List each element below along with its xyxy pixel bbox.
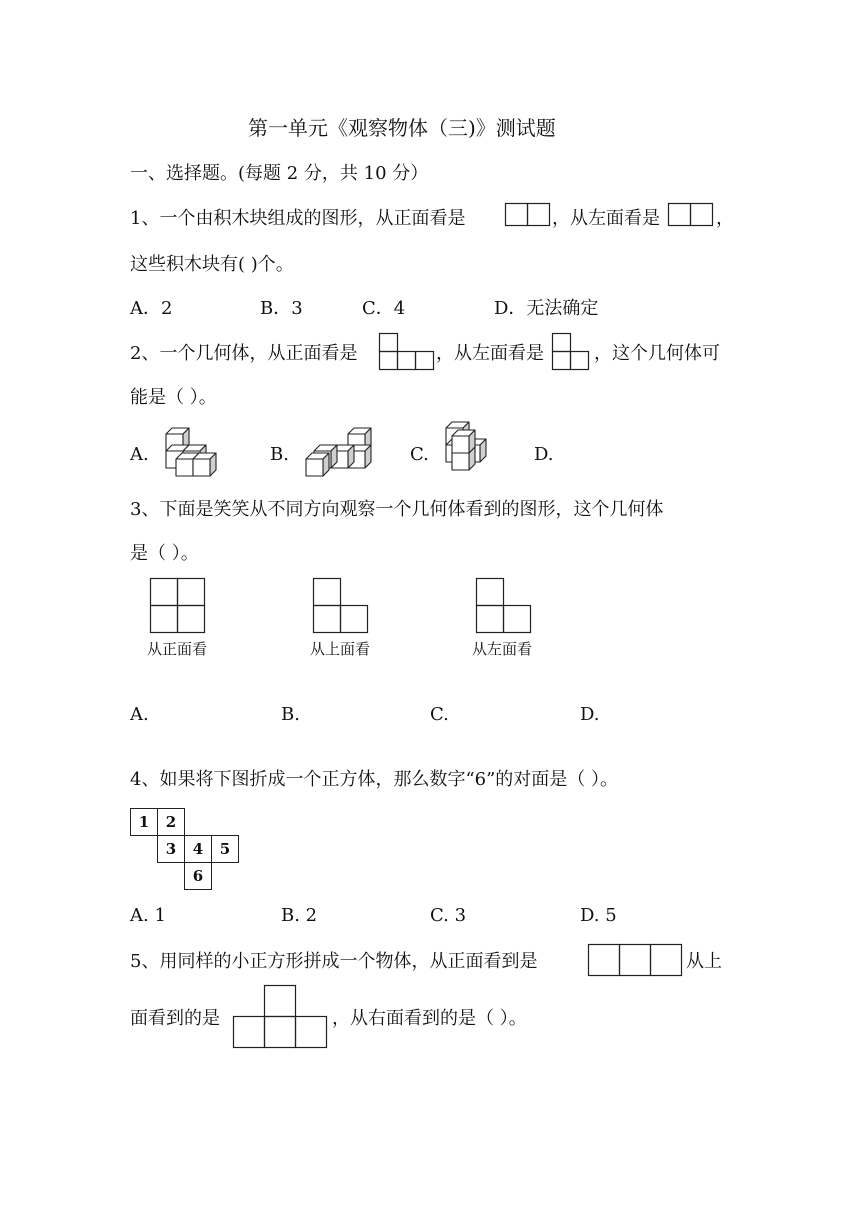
q3-text-line1: 3、下面是笑笑从不同方向观察一个几何体看到的图形，这个几何体 [130,499,664,520]
q2-option-b-cubes-icon[interactable] [300,424,380,482]
q3-option-b-cubes-icon[interactable] [306,674,386,752]
q3-left-view-icon [476,578,534,636]
q3-text-line2: 是（ ）。 [130,543,199,564]
q4-option-a[interactable]: A. 1 [130,905,166,926]
q2-option-c-cubes-icon[interactable] [440,420,490,482]
q1-option-d[interactable]: D．无法确定 [494,298,599,319]
page-title: 第一单元《观察物体（三)》测试题 [248,116,556,140]
q2-option-a-cubes-icon[interactable] [160,424,230,482]
q2-left-view-icon [552,333,592,371]
q3-option-d-cubes-icon[interactable] [606,668,696,752]
q4-option-d[interactable]: D. 5 [580,905,617,926]
net-cell-6: 6 [185,863,212,890]
q2-option-d-label[interactable]: D. [534,444,554,465]
q2-option-a-label[interactable]: A. [130,444,149,465]
q5-text-c: 面看到的是 [130,1008,220,1029]
q3-top-view-icon [313,578,371,636]
q1-front-view-icon [505,203,551,227]
q4-text-line1: 4、如果将下图折成一个正方体，那么数字“6”的对面是（ ）。 [130,769,619,790]
q3-option-d-label[interactable]: D. [580,704,600,725]
net-cell-2: 2 [158,809,185,836]
net-cell-1: 1 [131,809,158,836]
q2-text-line2: 能是（ ）。 [130,387,217,408]
q4-option-c[interactable]: C. 3 [430,905,467,926]
q1-text-b: ，从左面看是 [552,208,660,229]
q2-option-d-cubes-icon[interactable] [562,424,634,482]
net-cell-5: 5 [212,836,239,863]
q1-option-c[interactable]: C．4 [362,298,406,319]
q2-option-b-label[interactable]: B. [270,444,289,465]
q2-text-b: ，从左面看是 [436,343,544,364]
q2-text-c: ，这个几何体可 [594,343,720,364]
section-heading: 一、选择题。(每题 2 分，共 10 分） [130,163,429,184]
q3-caption-top: 从上面看 [310,640,371,658]
q4-cube-net [130,808,239,890]
q2-front-view-icon [379,333,435,371]
q3-caption-left: 从左面看 [472,640,533,658]
q4-option-b[interactable]: B. 2 [281,905,318,926]
q1-text-c: ， [716,208,734,229]
q5-front-view-icon [588,944,685,978]
q5-text-b: 从上 [686,951,722,972]
q5-text-d: ，从右面看到的是（ ）。 [332,1008,527,1029]
q3-option-a-label[interactable]: A. [130,704,149,725]
q2-text-a: 2、一个几何体，从正面看是 [130,343,358,364]
q3-option-a-cubes-icon[interactable] [156,674,236,752]
q3-option-c-label[interactable]: C. [430,704,449,725]
q5-top-view-icon [233,985,330,1049]
net-cell-4: 4 [185,836,212,863]
q3-caption-front: 从正面看 [147,640,208,658]
q1-text-line2: 这些积木块有( )个。 [130,254,294,275]
q3-option-b-label[interactable]: B. [281,704,300,725]
q1-option-b[interactable]: B．3 [260,298,303,319]
net-cell-3: 3 [158,836,185,863]
q1-option-a[interactable]: A．2 [130,298,173,319]
q5-text-a: 5、用同样的小正方形拼成一个物体，从正面看到是 [130,951,538,972]
q2-option-c-label[interactable]: C. [410,444,429,465]
q1-left-view-icon [668,203,714,227]
q1-text-a: 1、一个由积木块组成的图形，从正面看是 [130,208,466,229]
q3-front-view-icon [150,578,208,636]
q3-option-c-cubes-icon[interactable] [456,674,536,752]
